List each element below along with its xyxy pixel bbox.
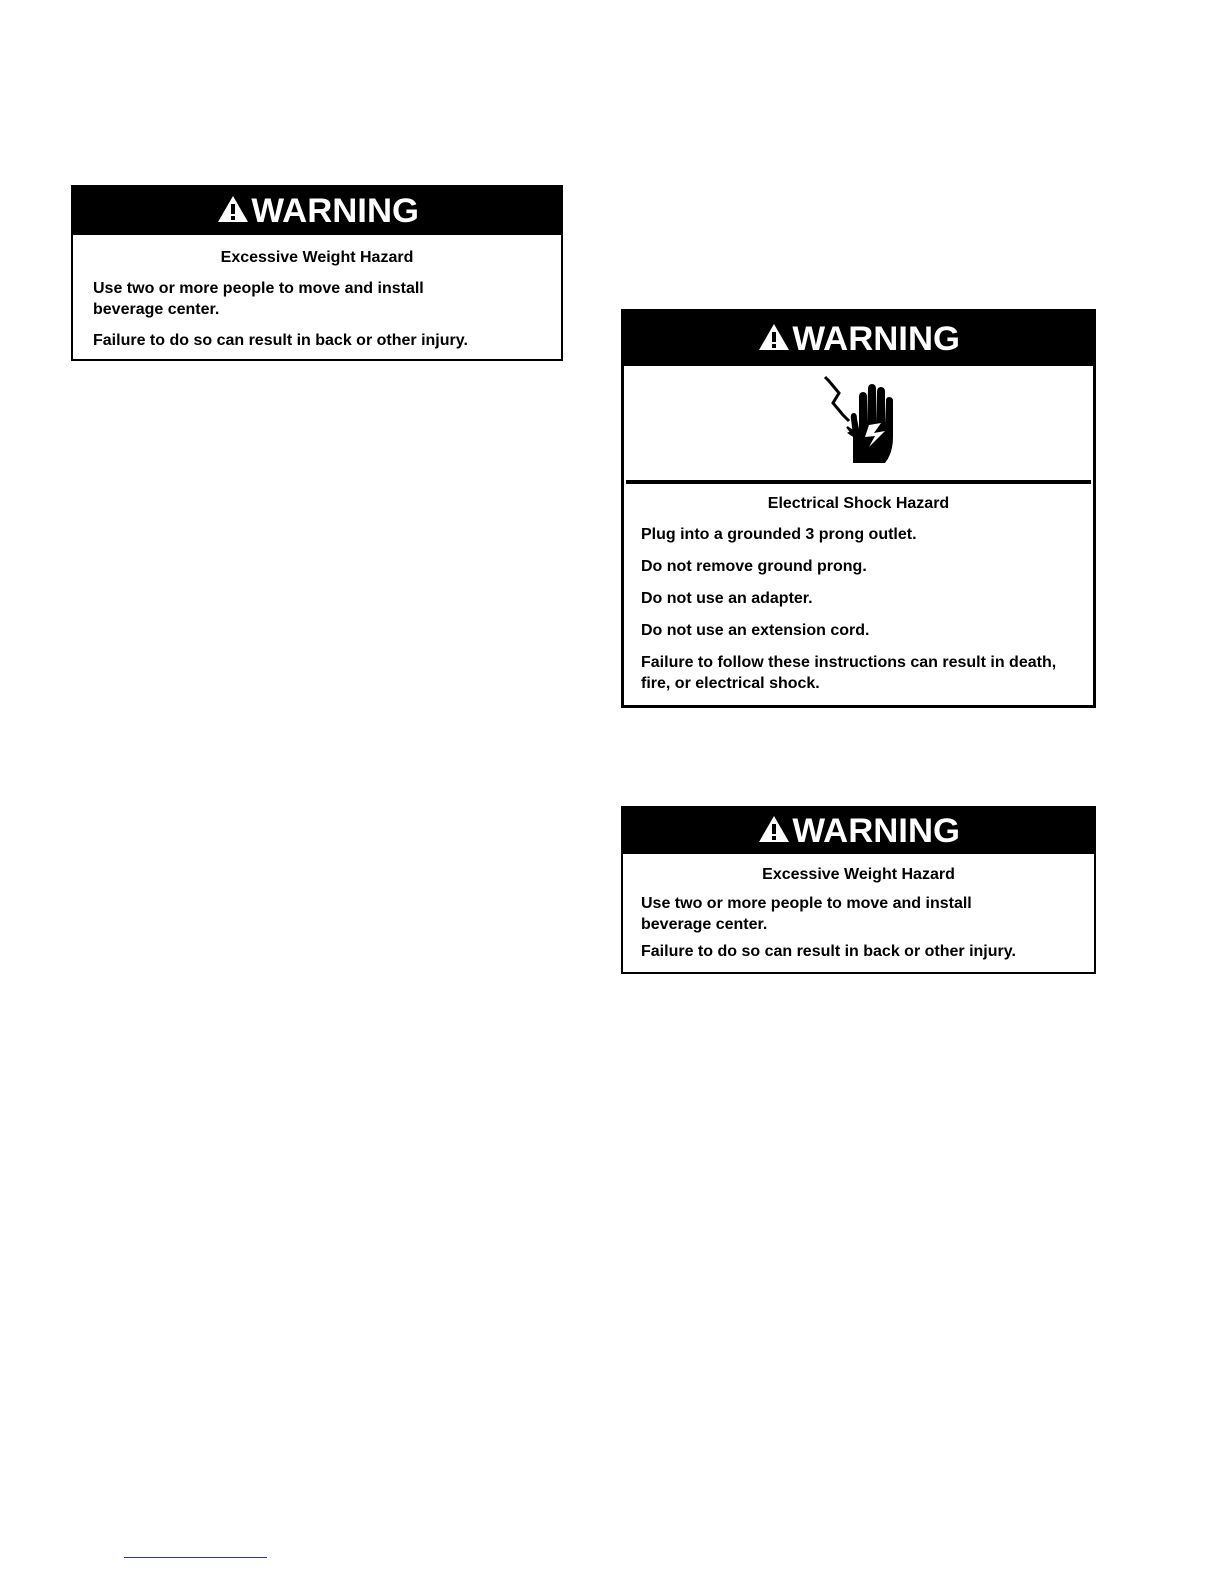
hazard-title: Electrical Shock Hazard (767, 495, 950, 512)
electrical-shock-hand-icon (819, 373, 899, 474)
warning-line: Do not remove ground prong. (641, 558, 867, 575)
warning-header (73, 187, 561, 235)
warning-line: Do not use an extension cord. (641, 622, 870, 639)
hazard-image-panel (626, 366, 1091, 484)
warning-body (624, 493, 1093, 694)
warning-triangle-icon (758, 323, 790, 356)
warning-body (73, 247, 561, 351)
warning-box-electrical (621, 309, 1096, 708)
warning-label: WARNING (792, 320, 961, 358)
warning-line: Use two or more people to move and install beverage center. (641, 895, 972, 933)
warning-triangle-icon (758, 815, 790, 848)
warning-line: Plug into a grounded 3 prong outlet. (641, 526, 917, 543)
warning-body (623, 864, 1094, 962)
warning-box-weight-left (71, 185, 563, 361)
warning-label: WARNING (251, 192, 419, 230)
warning-header (624, 312, 1093, 366)
warning-box-weight-right (621, 806, 1096, 974)
warning-line: Use two or more people to move and install beverage center. (93, 280, 424, 318)
warning-line: Failure to do so can result in back or other injury. (93, 332, 468, 349)
warning-triangle-icon (217, 195, 249, 228)
warning-line: Failure to do so can result in back or other injury. (641, 943, 1016, 960)
warning-line: Do not use an adapter. (641, 590, 813, 607)
warning-header (623, 808, 1094, 854)
warning-label: WARNING (792, 812, 961, 850)
warning-line: Failure to follow these instructions can result in death, fire, or electrical shock. (641, 654, 1057, 692)
hazard-title: Excessive Weight Hazard (762, 866, 955, 883)
hazard-title: Excessive Weight Hazard (220, 249, 414, 266)
footer-rule (124, 1557, 267, 1558)
